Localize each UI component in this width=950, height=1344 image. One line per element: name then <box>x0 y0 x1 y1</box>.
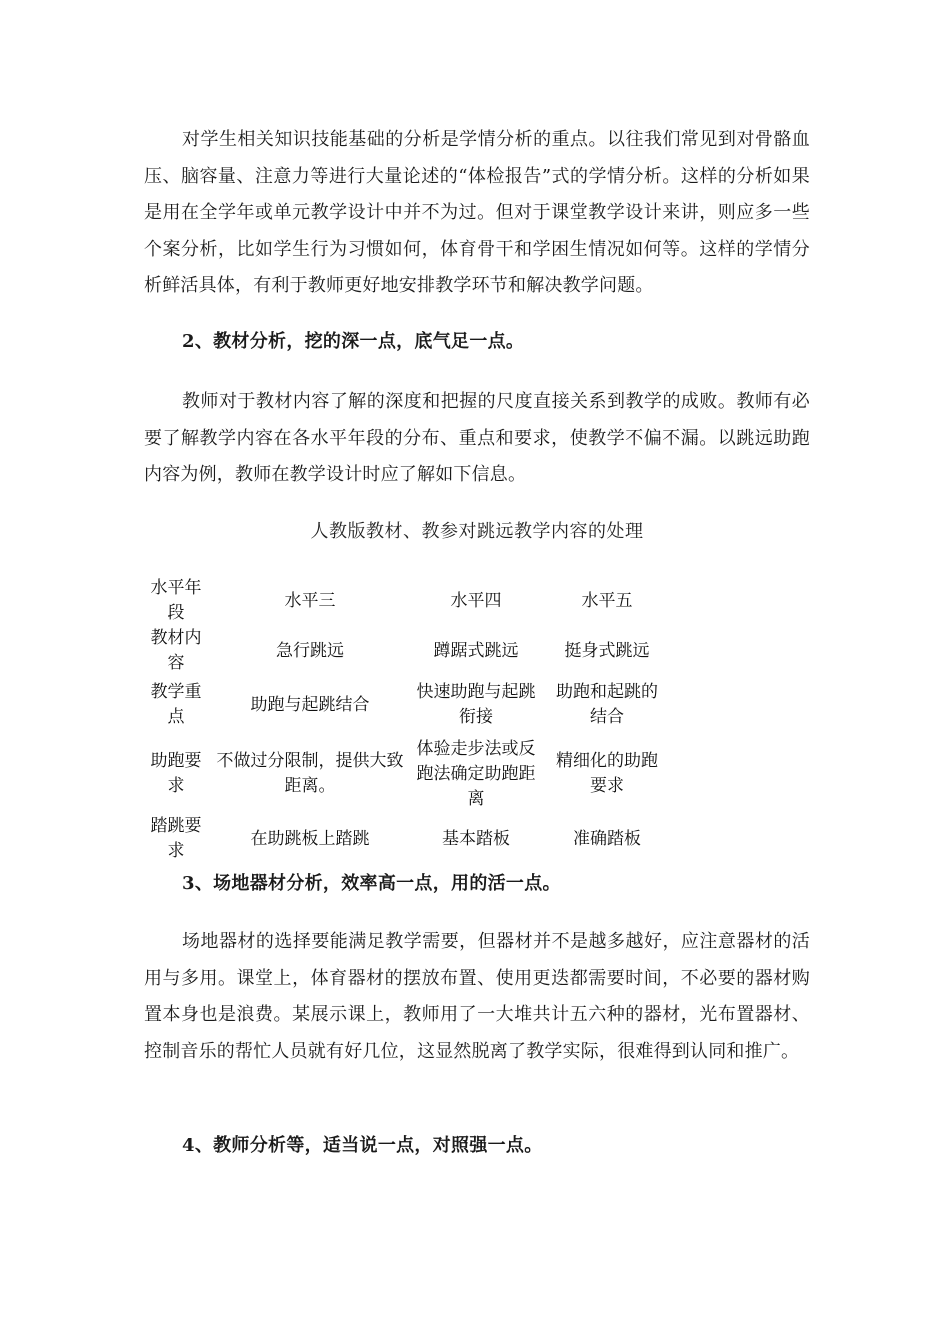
table-cell: 挺身式跳远 <box>564 640 650 661</box>
long-jump-content-table <box>140 576 670 864</box>
table-title: 人教版教材、教参对跳远教学内容的处理 <box>310 521 644 542</box>
heading-venue-equipment-analysis: 3、场地器材分析，效率高一点，用的活一点。 <box>182 873 561 894</box>
table-row <box>140 676 670 734</box>
table-cell: 踏跳要求 <box>150 816 202 861</box>
table-cell: 水平四 <box>450 590 502 611</box>
table-cell: 助跑与起跳结合 <box>250 694 370 715</box>
table-row <box>140 814 670 864</box>
heading-textbook-analysis: 2、教材分析，挖的深一点，底气足一点。 <box>182 331 525 352</box>
table-cell: 教材内容 <box>150 628 202 673</box>
table-row <box>140 626 670 676</box>
table-cell: 精细化的助跑要求 <box>556 751 658 796</box>
table-row <box>140 734 670 814</box>
heading-teacher-analysis: 4、教师分析等，适当说一点，对照强一点。 <box>182 1135 543 1156</box>
table-cell: 急行跳远 <box>276 640 344 661</box>
table-cell: 水平五 <box>581 590 633 611</box>
table-cell: 蹲踞式跳远 <box>433 640 519 661</box>
table-cell: 基本踏板 <box>442 828 510 849</box>
table-cell: 在助跳板上踏跳 <box>250 828 370 849</box>
table-cell: 快速助跑与起跳衔接 <box>416 682 536 727</box>
table-cell: 教学重点 <box>150 682 202 727</box>
table-cell: 准确踏板 <box>573 828 641 849</box>
table-cell: 助跑和起跳的结合 <box>556 682 658 727</box>
paragraph-textbook-analysis: 教师对于教材内容了解的深度和把握的尺度直接关系到教学的成败。教师有必要了解教学内容在各水平年段的分布、重点和要求，使教学不偏不漏。以跳远助跑内容为例，教师在教学设计时应了解如下信息。 <box>144 391 810 485</box>
table-cell: 体验走步法或反跑法确定助跑距离 <box>416 738 536 809</box>
table-cell: 水平三 <box>284 590 336 611</box>
paragraph-student-analysis: 对学生相关知识技能基础的分析是学情分析的重点。以往我们常见到对骨骼血压、脑容量、注意力等进行大量论述的“体检报告”式的学情分析。这样的分析如果是用在全学年或单元教学设计中并不为过。但对于课堂教学设计来讲，则应多一些个案分析，比如学生行为习惯如何，体育骨干和学困生情况如何等。这样的学情分析鲜活具体，有利于教师更好地安排教学环节和解决教学问题。 <box>144 129 810 296</box>
table-cell: 水平年段 <box>150 578 202 623</box>
table-cell: 不做过分限制，提供大致距离。 <box>216 751 404 796</box>
table-cell: 助跑要求 <box>150 751 202 796</box>
paragraph-venue-equipment-analysis: 场地器材的选择要能满足教学需要，但器材并不是越多越好，应注意器材的活用与多用。课堂上，体育器材的摆放布置、使用更迭都需要时间，不必要的器材购置本身也是浪费。某展示课上，教师用了一大堆共计五六种的器材，光布置器材、控制音乐的帮忙人员就有好几位，这显然脱离了教学实际，很难得到认同和推广。 <box>144 931 810 1062</box>
table-row <box>140 576 670 626</box>
